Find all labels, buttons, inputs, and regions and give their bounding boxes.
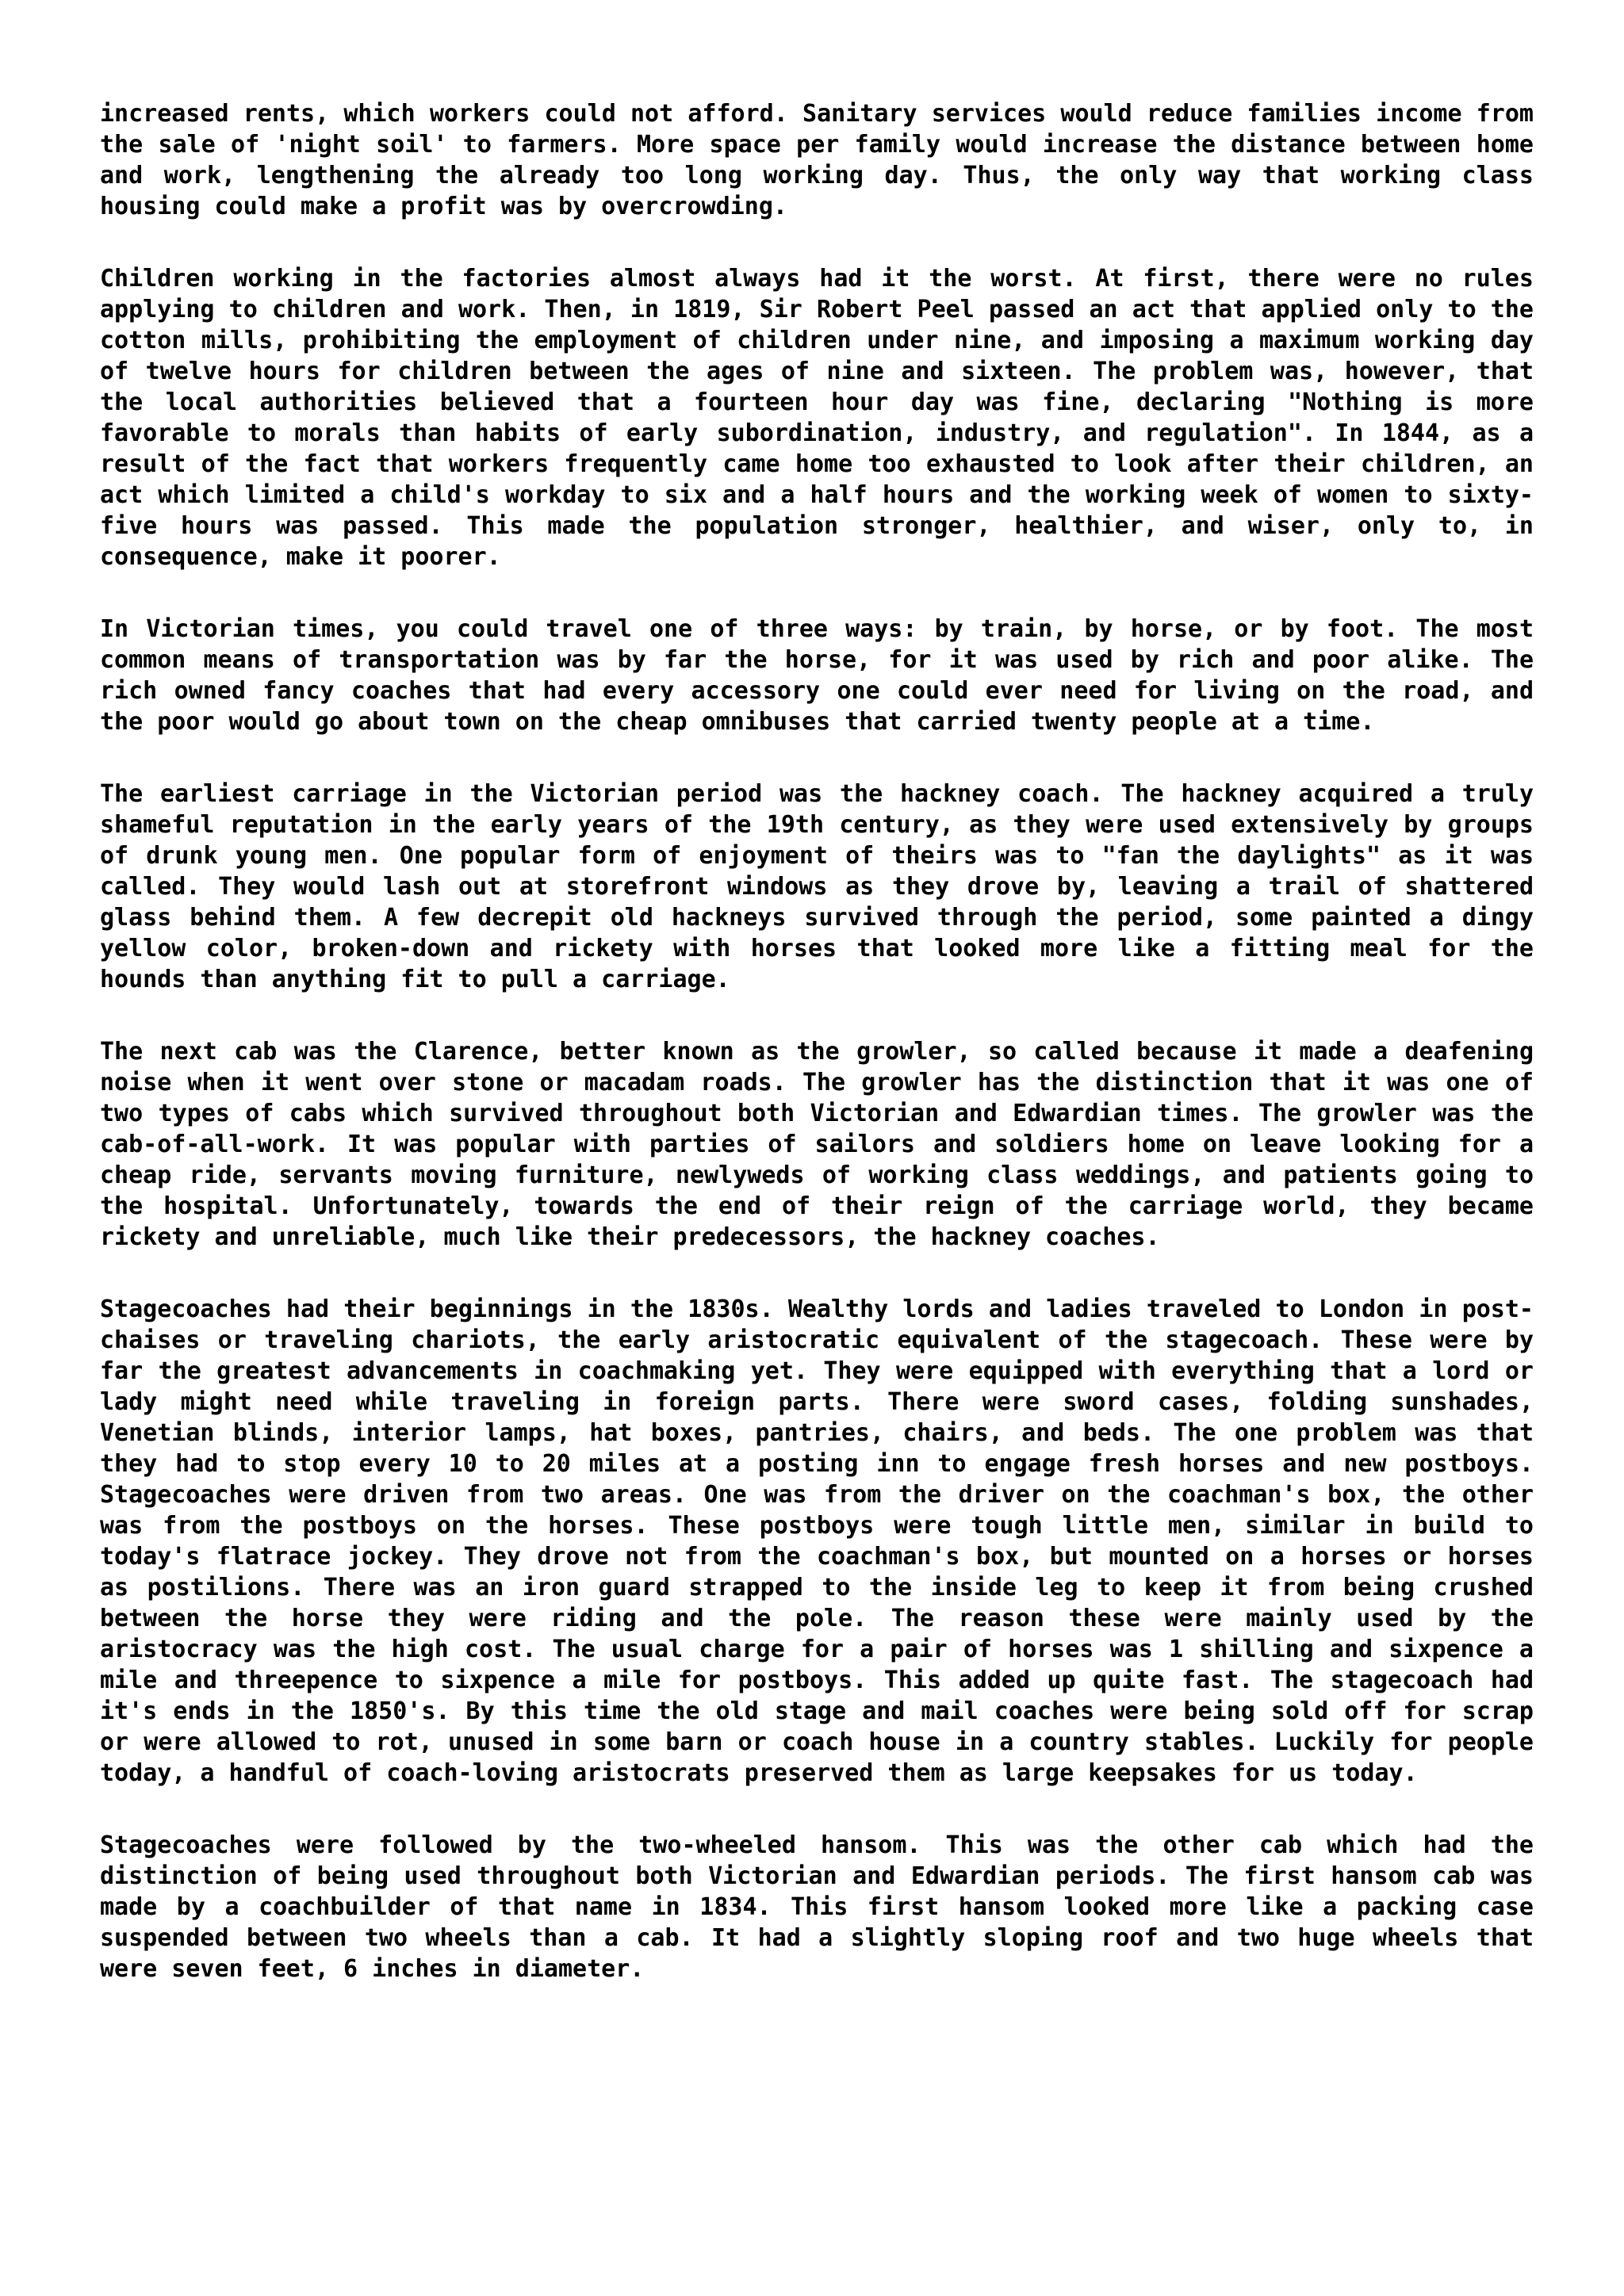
paragraph-growler: The next cab was the Clarence, better known as the growler, so called because it made a deafening noise when it went over stone or macadam roads. The growler has the distinction that it was one of two types of cabs which survived throughout both Victorian and Edwardian times. The growler was the cab-of-all-work. It was popular with parties of sailors and soldiers home on leave looking for a cheap ride, servants moving furniture, newlyweds of working class weddings, and patients going to the hospital. Unfortunately, towards the end of their reign of the carriage world, they became rickety and unreliable, much like their predecessors, the hackney coaches. <box>100 1038 1534 1251</box>
paragraph-hackney-coach: The earliest carriage in the Victorian period was the hackney coach. The hackney acquired a truly shameful reputation in the early years of the 19th century, as they were used extensively by groups of drunk young men. One popular form of enjoyment of theirs was to "fan the daylights" as it was called. They would lash out at storefront windows as they drove by, leaving a trail of shattered glass behind them. A few decrepit old hackneys survived through the period, some painted a dingy yellow color, broken-down and rickety with horses that looked more like a fitting meal for the hounds than anything fit to pull a carriage. <box>100 780 1534 993</box>
paragraph-transportation: In Victorian times, you could travel one of three ways: by train, by horse, or by foot. The most common means of transportation was by far the horse, for it was used by rich and poor alike. The rich owned fancy coaches that had every accessory one could ever need for living on the road, and the poor would go about town on the cheap omnibuses that carried twenty people at a time. <box>100 615 1534 736</box>
paragraph-housing: increased rents, which workers could not afford. Sanitary services would reduce families income from the sale of 'night soil' to farmers. More space per family would increase the distance between home and work, lengthening the already too long working day. Thus, the only way that working class housing could make a profit was by overcrowding. <box>100 100 1534 220</box>
paragraph-stagecoaches: Stagecoaches had their beginnings in the 1830s. Wealthy lords and ladies traveled to London in post-chaises or traveling chariots, the early aristocratic equivalent of the stagecoach. These were by far the greatest advancements in coachmaking yet. They were equipped with everything that a lord or lady might need while traveling in foreign parts. There were sword cases, folding sunshades, Venetian blinds, interior lamps, hat boxes, pantries, chairs, and beds. The one problem was that they had to stop every 10 to 20 miles at a posting inn to engage fresh horses and new postboys. Stagecoaches were driven from two areas. One was from the driver on the coachman's box, the other was from the postboys on the horses. These postboys were tough little men, similar in build to today's flatrace jockey. They drove not from the coachman's box, but mounted on a horses or horses as postilions. There was an iron guard strapped to the inside leg to keep it from being crushed between the horse they were riding and the pole. The reason these were mainly used by the aristocracy was the high cost. The usual charge for a pair of horses was 1 shilling and sixpence a mile and threepence to sixpence a mile for postboys. This added up quite fast. The stagecoach had it's ends in the 1850's. By this time the old stage and mail coaches were being sold off for scrap or were allowed to rot, unused in some barn or coach house in a country stables. Luckily for people today, a handful of coach-loving aristocrats preserved them as large keepsakes for us today. <box>100 1295 1534 1787</box>
paragraph-hansom: Stagecoaches were followed by the two-wheeled hansom. This was the other cab which had the distinction of being used throughout both Victorian and Edwardian periods. The first hansom cab was made by a coachbuilder of that name in 1834. This first hansom looked more like a packing case suspended between two wheels than a cab. It had a slightly sloping roof and two huge wheels that were seven feet, 6 inches in diameter. <box>100 1831 1534 1983</box>
document-page <box>100 98 1534 1984</box>
paragraph-child-labor: Children working in the factories almost always had it the worst. At first, there were no rules applying to children and work. Then, in 1819, Sir Robert Peel passed an act that applied only to the cotton mills, prohibiting the employment of children under nine, and imposing a maximum working day of twelve hours for children between the ages of nine and sixteen. The problem was, however, that the local authorities believed that a fourteen hour day was fine, declaring "Nothing is more favorable to morals than habits of early subordination, industry, and regulation". In 1844, as a result of the fact that workers frequently came home too exhausted to look after their children, an act which limited a child's workday to six and a half hours and the working week of women to sixty-five hours was passed. This made the population stronger, healthier, and wiser, only to, in consequence, make it poorer. <box>100 265 1534 571</box>
